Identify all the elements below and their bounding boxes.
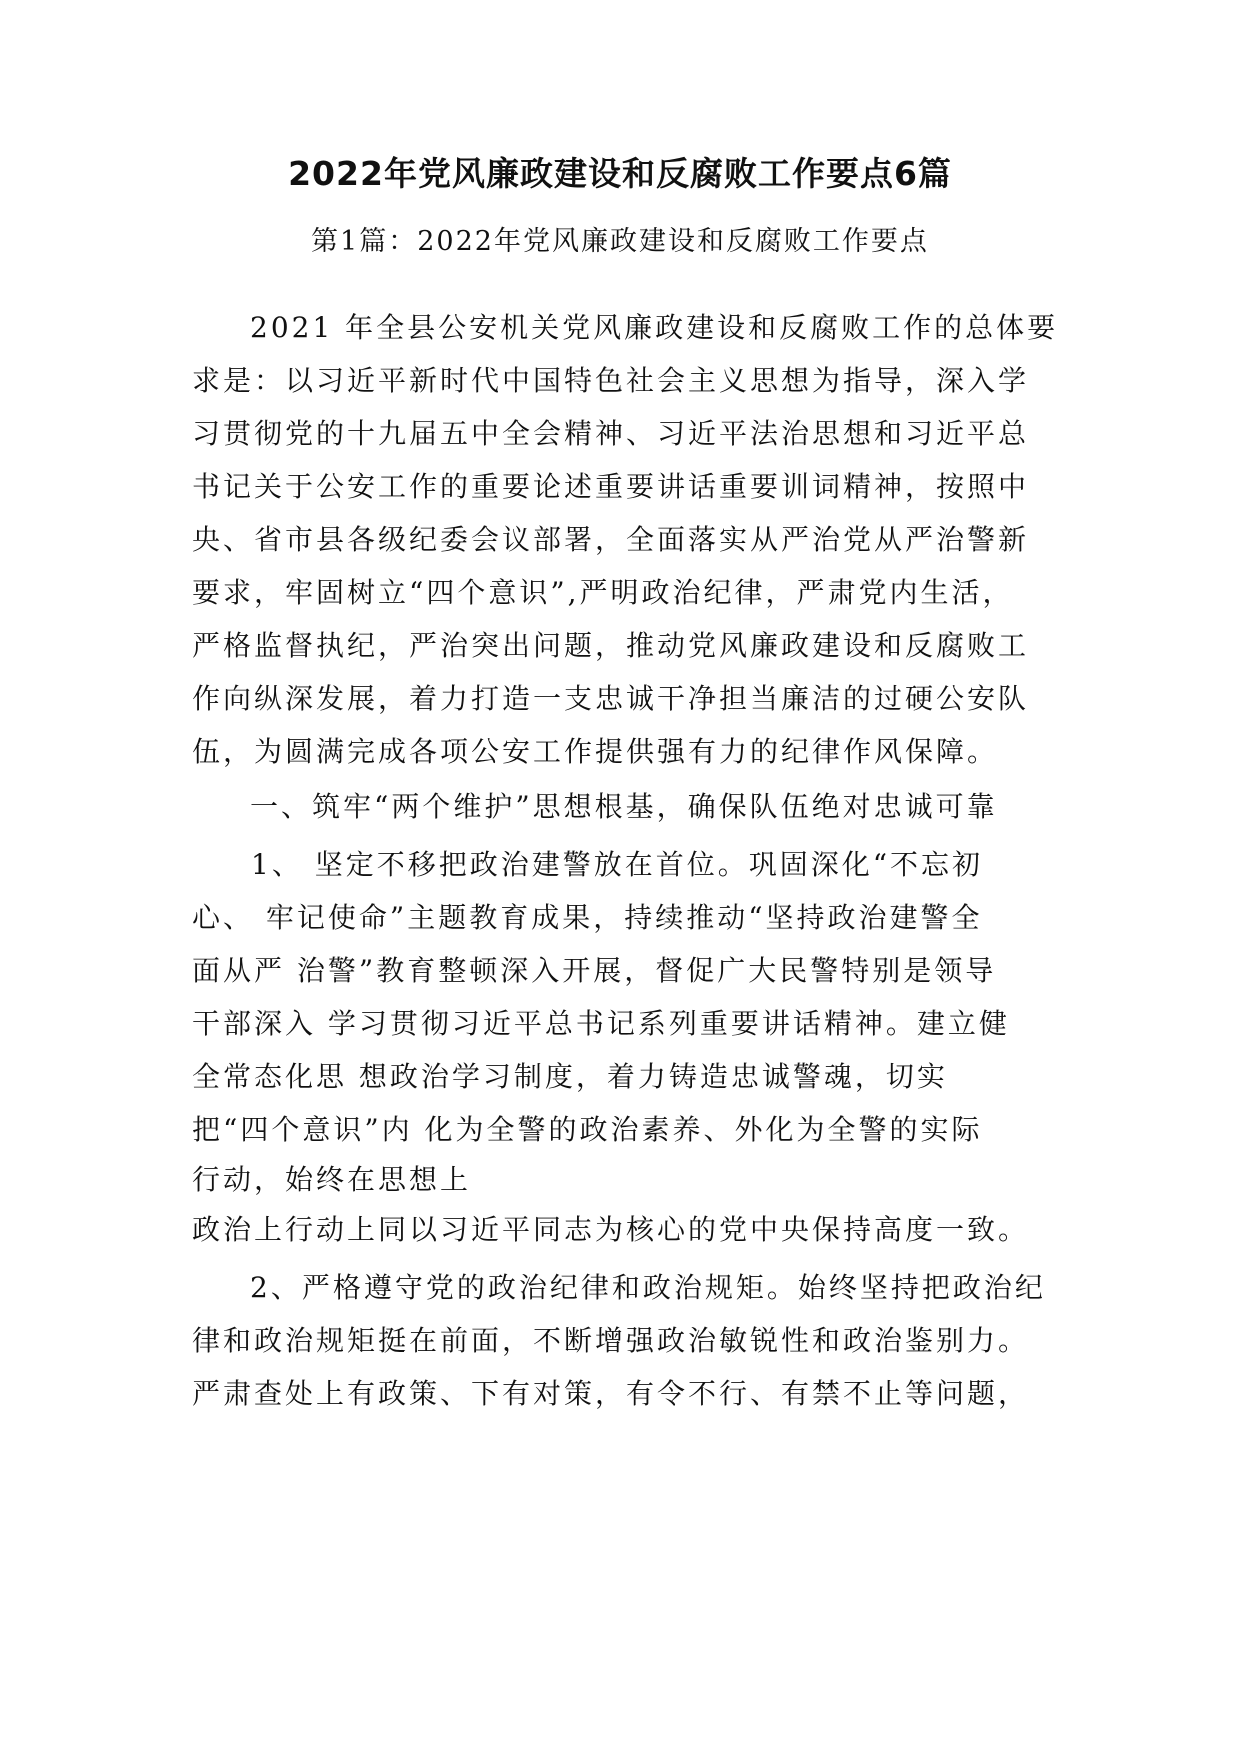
paragraph-line: 要求，牢固树立“四个意识”,严明政治纪律，严肃党内生活， (192, 576, 1014, 609)
item-line: 2、严格遵守党的政治纪律和政治规矩。始终坚持把政治纪 (250, 1271, 1046, 1304)
document-title: 2022年党风廉政建设和反腐败工作要点6篇 (288, 154, 952, 193)
item-line: 行动，始终在思想上 (192, 1163, 472, 1196)
item-line: 心、 牢记使命”主题教育成果，持续推动“坚持政治建警全 (192, 901, 983, 934)
document-subtitle: 第1篇：2022年党风廉政建设和反腐败工作要点 (311, 226, 929, 257)
paragraph-line: 习贯彻党的十九届五中全会精神、习近平法治思想和习近平总 (192, 417, 1030, 450)
paragraph-line: 求是：以习近平新时代中国特色社会主义思想为指导，深入学 (192, 364, 1030, 397)
item-line: 把“四个意识”内 化为全警的政治素养、外化为全警的实际 (192, 1113, 983, 1146)
paragraph-line: 严格监督执纪，严治突出问题，推动党风廉政建设和反腐败工 (192, 629, 1030, 662)
item-line: 严肃查处上有政策、下有对策，有令不行、有禁不止等问题， (192, 1377, 1030, 1410)
item-line: 政治上行动上同以习近平同志为核心的党中央保持高度一致。 (192, 1213, 1030, 1246)
item-line: 1、 坚定不移把政治建警放在首位。巩固深化“不忘初 (251, 848, 984, 881)
item-line: 面从严 治警”教育整顿深入开展，督促广大民警特别是领导 (192, 954, 997, 987)
paragraph-line: 书记关于公安工作的重要论述重要讲话重要训词精神，按照中 (192, 470, 1030, 503)
paragraph-line: 2021 年全县公安机关党风廉政建设和反腐败工作的总体要 (250, 311, 1059, 344)
paragraph-line: 央、省市县各级纪委会议部署，全面落实从严治党从严治警新 (192, 523, 1030, 556)
paragraph-line: 伍，为圆满完成各项公安工作提供强有力的纪律作风保障。 (192, 735, 999, 768)
section-heading: 一、筑牢“两个维护”思想根基，确保队伍绝对忠诚可靠 (250, 790, 998, 823)
paragraph-line: 作向纵深发展，着力打造一支忠诚干净担当廉洁的过硬公安队 (192, 682, 1030, 715)
item-line: 干部深入 学习贯彻习近平总书记系列重要讲话精神。建立健 (192, 1007, 1010, 1040)
item-line: 全常态化思 想政治学习制度，着力铸造忠诚警魂，切实 (192, 1060, 948, 1093)
item-line: 律和政治规矩挺在前面，不断增强政治敏锐性和政治鉴别力。 (192, 1324, 1030, 1357)
